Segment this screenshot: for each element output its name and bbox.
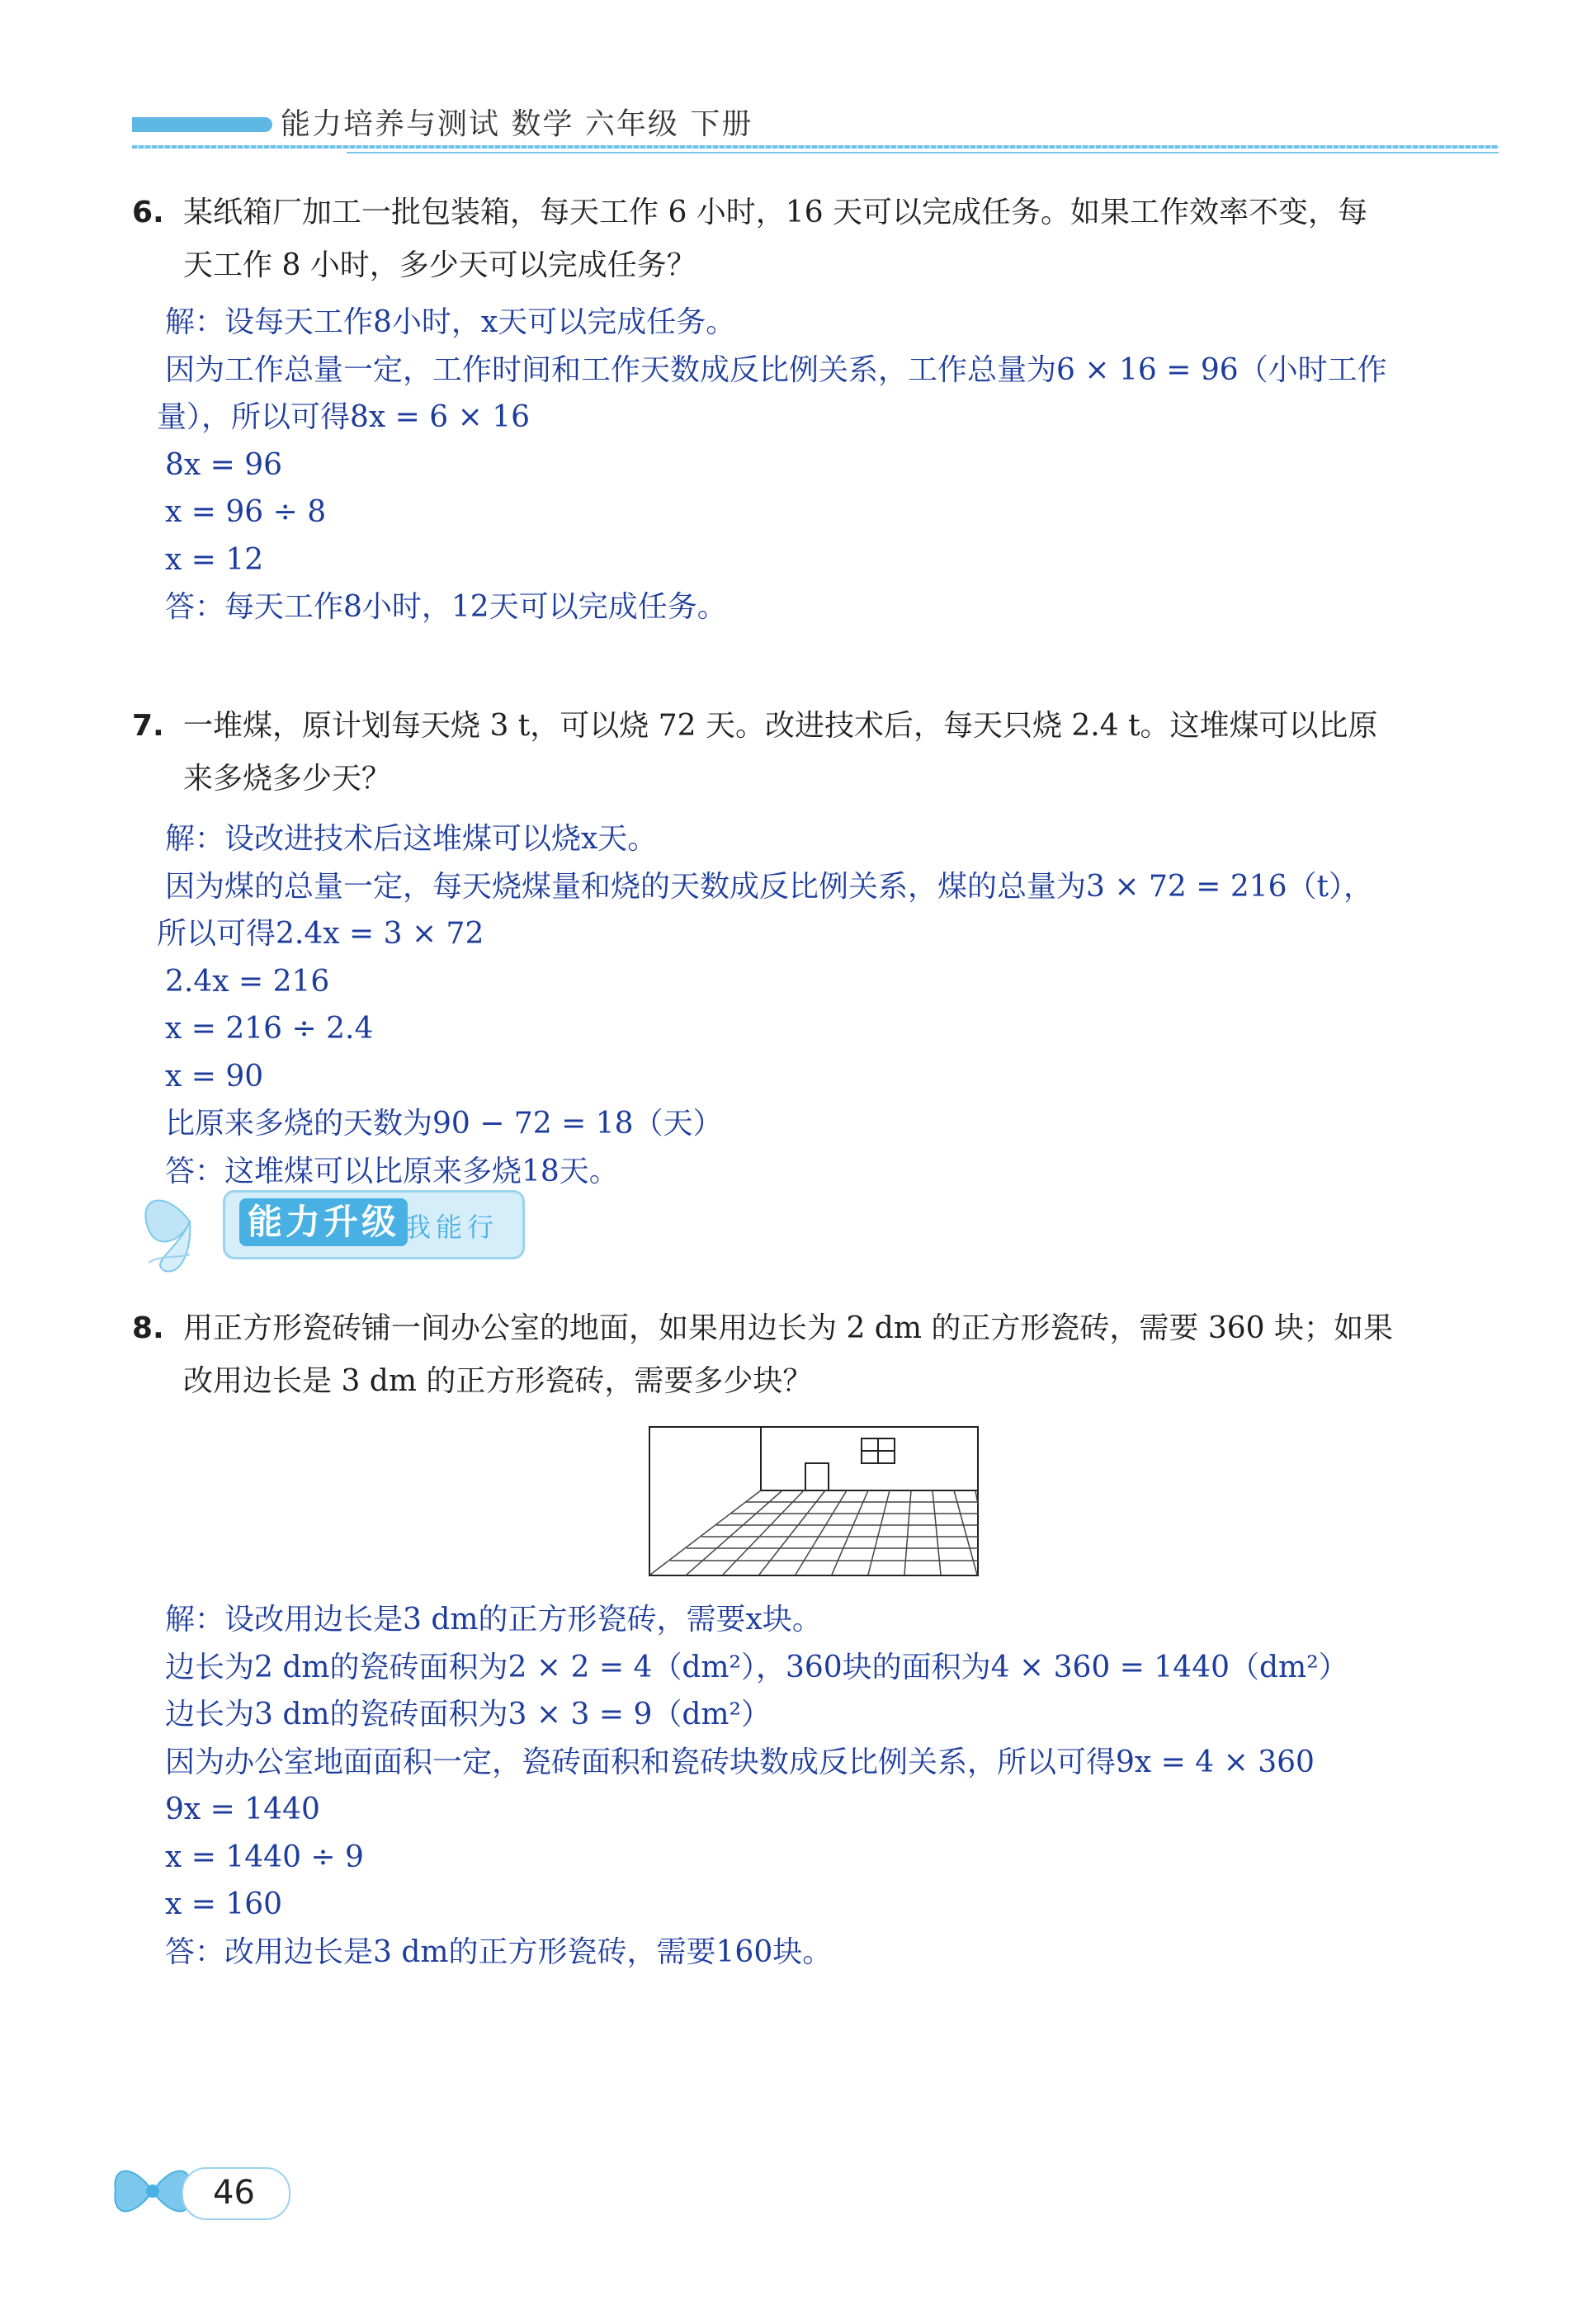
solution-line: 9x = 1440 — [165, 1793, 320, 1826]
solution-line: x = 96 ÷ 8 — [165, 495, 327, 529]
header-title: 能力培养与测试 数学 六年级 下册 — [281, 107, 753, 141]
solution-line: x = 12 — [165, 542, 264, 577]
solution-line: 解：设改进技术后这堆煤可以烧x天。 — [165, 822, 658, 856]
solution-line: 答：这堆煤可以比原来多烧18天。 — [165, 1154, 619, 1188]
solution-line: x = 216 ÷ 2.4 — [165, 1012, 374, 1046]
solution-line: 边长为3 dm的瓷砖面积为3 × 3 = 9（dm²） — [165, 1698, 771, 1731]
solution-line: x = 160 — [165, 1887, 283, 1921]
solution-line: 比原来多烧的天数为90 − 72 = 18（天） — [165, 1107, 723, 1141]
solution-line: 所以可得2.4x = 3 × 72 — [157, 917, 484, 951]
header-band — [132, 117, 272, 132]
solution-line: 答：每天工作8小时，12天可以完成任务。 — [165, 590, 727, 624]
solution-8 — [165, 1596, 1518, 1976]
solution-line: 答：改用边长是3 dm的正方形瓷砖，需要160块。 — [165, 1934, 833, 1969]
solution-7 — [157, 815, 1518, 1195]
problem-text-line: 一堆煤，原计划每天烧 3 t，可以烧 72 天。改进技术后，每天只烧 2.4 t。这堆煤可以比原 — [183, 709, 1378, 743]
problem-7 — [132, 700, 1502, 805]
solution-line: 因为煤的总量一定，每天烧煤量和烧的天数成反比例关系，煤的总量为3 × 72 = 216（t）， — [165, 869, 1373, 904]
solution-6 — [157, 299, 1518, 631]
problem-number: 7. — [132, 709, 164, 743]
problem-text — [183, 187, 1502, 292]
office-floor-illustration — [649, 1426, 979, 1576]
problem-number: 8. — [132, 1311, 164, 1345]
page-header — [132, 97, 1499, 163]
problem-text-line: 用正方形瓷砖铺一间办公室的地面，如果用边长为 2 dm 的正方形瓷砖，需要 360 块；如果 — [183, 1311, 1394, 1345]
header-rule-thin — [347, 152, 1499, 154]
solution-line: 解：设每天工作8小时，x天可以完成任务。 — [165, 305, 736, 339]
problem-8 — [132, 1302, 1502, 1408]
solution-line: 边长为2 dm的瓷砖面积为2 × 2 = 4（dm²），360块的面积为4 × 360 = 1440（dm²） — [165, 1650, 1348, 1684]
section-badge — [132, 1172, 545, 1279]
problem-number: 6. — [132, 196, 164, 229]
page-number: 46 — [213, 2174, 255, 2212]
problem-text — [183, 1302, 1502, 1408]
problem-text-line: 天工作 8 小时，多少天可以完成任务？ — [183, 248, 696, 282]
solution-line: x = 1440 ÷ 9 — [165, 1840, 364, 1874]
solution-line: 量），所以可得8x = 6 × 16 — [157, 400, 531, 434]
badge-title: 能力升级 — [239, 1198, 408, 1246]
solution-line: 解：设改用边长是3 dm的正方形瓷砖，需要x块。 — [165, 1603, 822, 1637]
problem-6 — [132, 187, 1502, 292]
header-rule — [132, 145, 1499, 149]
solution-line: 因为办公室地面面积一定，瓷砖面积和瓷砖块数成反比例关系，所以可得9x = 4 × 360 — [165, 1745, 1315, 1779]
solution-line: 因为工作总量一定，工作时间和工作天数成反比例关系，工作总量为6 × 16 = 96（小时工作 — [165, 352, 1387, 387]
solution-line: x = 90 — [165, 1059, 264, 1094]
problem-text — [183, 700, 1502, 805]
badge-subtitle: 我能行 — [404, 1212, 499, 1243]
page-number-area — [107, 2154, 297, 2228]
solution-line: 8x = 96 — [165, 447, 283, 482]
solution-line: 2.4x = 216 — [165, 964, 330, 999]
problem-text-line: 某纸箱厂加工一批包装箱，每天工作 6 小时，16 天可以完成任务。如果工作效率不变，每 — [183, 196, 1368, 229]
problem-text-line: 改用边长是 3 dm 的正方形瓷砖，需要多少块？ — [183, 1364, 813, 1398]
problem-text-line: 来多烧多少天？ — [183, 762, 392, 796]
